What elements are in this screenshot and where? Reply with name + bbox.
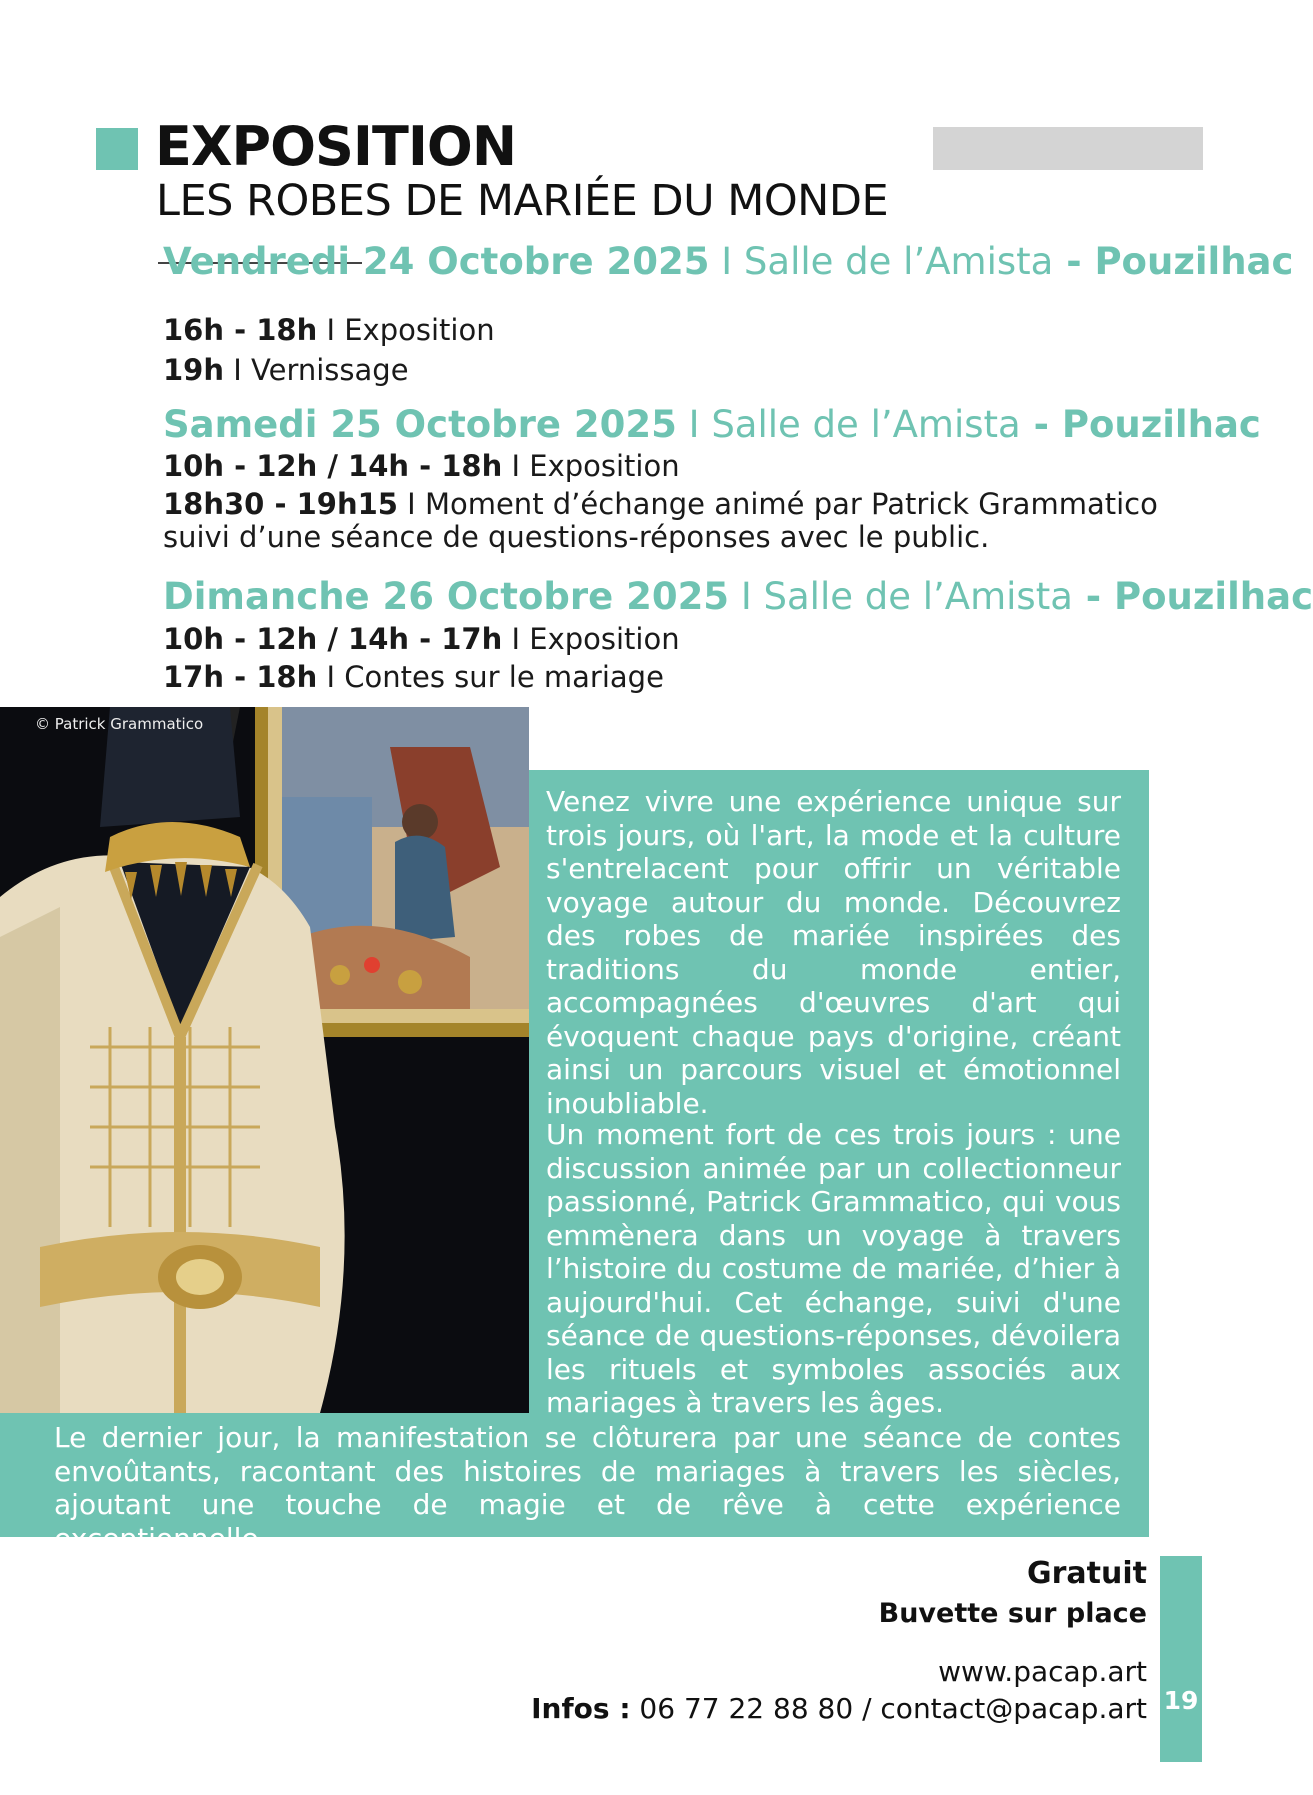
day-venue: Salle de l’Amista bbox=[743, 240, 1054, 283]
slot-time: 16h - 18h bbox=[163, 313, 318, 347]
schedule-day-2 bbox=[163, 403, 1261, 446]
wedding-dress-illustration bbox=[0, 707, 529, 1413]
description-paragraph-3: Le dernier jour, la manifestation se clôturera par une séance de contes envoûtants, racontant des histoires de mariages à travers les siècles, ajoutant une touche de magie et de rêve à cette expérience exceptionnelle. bbox=[54, 1421, 1121, 1555]
schedule-slot bbox=[163, 660, 664, 694]
slot-activity: Exposition bbox=[344, 313, 495, 347]
day-date: Samedi 25 Octobre 2025 bbox=[163, 403, 677, 446]
schedule-slot bbox=[163, 449, 680, 483]
day-town: Pouzilhac bbox=[1094, 240, 1294, 283]
day-dash: - bbox=[1053, 240, 1095, 283]
day-dash: - bbox=[1072, 575, 1115, 618]
slot-separator: I bbox=[224, 353, 252, 387]
day-venue: Salle de l’Amista bbox=[711, 403, 1021, 446]
day-venue: Salle de l’Amista bbox=[763, 575, 1073, 618]
wedding-dress-photo bbox=[0, 707, 529, 1413]
slot-separator: I bbox=[502, 449, 530, 483]
slot-separator: I bbox=[317, 660, 345, 694]
day-separator: I bbox=[676, 403, 712, 446]
slot-time: 10h - 12h / 14h - 17h bbox=[163, 622, 503, 656]
description-paragraph-1: Venez vivre une expérience unique sur trois jours, où l'art, la mode et la culture s'entrelacent pour offrir un véritable voyage autour du monde. Découvrez des robes de mariée inspirées des traditions du monde entier, accompagnées d'œuvres d'art qui évoquent chaque pays d'origine, créant ainsi un parcours visuel et émotionnel inoubliable. bbox=[546, 785, 1121, 1120]
page-subtitle: LES ROBES DE MARIÉE DU MONDE bbox=[156, 176, 889, 226]
page-number-bar bbox=[1160, 1556, 1202, 1762]
slot-activity: Exposition bbox=[529, 622, 680, 656]
slot-activity: Contes sur le mariage bbox=[344, 660, 664, 694]
day-dash: - bbox=[1020, 403, 1062, 446]
schedule-day-3 bbox=[163, 575, 1313, 618]
schedule-slot bbox=[163, 353, 409, 387]
infos-value[interactable]: 06 77 22 88 80 / contact@pacap.art bbox=[630, 1692, 1147, 1725]
slot-activity: Moment d’échange animé par Patrick Grammatico bbox=[424, 487, 1158, 521]
slot-activity: Exposition bbox=[529, 449, 680, 483]
slot-time: 17h - 18h bbox=[163, 660, 318, 694]
slot-time: 18h30 - 19h15 bbox=[163, 487, 398, 521]
slot-time: 10h - 12h / 14h - 18h bbox=[163, 449, 503, 483]
bar-label: Buvette sur place bbox=[878, 1598, 1147, 1629]
schedule-day-1 bbox=[163, 240, 1293, 283]
website-link[interactable]: www.pacap.art bbox=[938, 1655, 1147, 1688]
schedule-slot bbox=[163, 487, 1158, 521]
page-number: 19 bbox=[1163, 1686, 1199, 1715]
title-accent-square bbox=[96, 128, 138, 170]
contact-info bbox=[531, 1692, 1147, 1725]
day-separator: I bbox=[729, 575, 764, 618]
day-separator: I bbox=[709, 240, 744, 283]
slot-activity: Vernissage bbox=[251, 353, 409, 387]
day-date: Vendredi 24 Octobre 2025 bbox=[163, 240, 710, 283]
header-grey-bar bbox=[933, 127, 1203, 170]
schedule-slot bbox=[163, 622, 680, 656]
schedule-slot bbox=[163, 313, 495, 347]
page-title: EXPOSITION bbox=[155, 115, 517, 178]
schedule-slot-continuation: suivi d’une séance de questions-réponses avec le public. bbox=[163, 520, 990, 554]
day-town: Pouzilhac bbox=[1114, 575, 1313, 618]
day-date: Dimanche 26 Octobre 2025 bbox=[163, 575, 730, 618]
slot-time: 19h bbox=[163, 353, 225, 387]
price-label: Gratuit bbox=[1027, 1556, 1147, 1591]
slot-separator: I bbox=[397, 487, 425, 521]
day-town: Pouzilhac bbox=[1061, 403, 1261, 446]
description-paragraph-2: Un moment fort de ces trois jours : une discussion animée par un collectionneur passionné, Patrick Grammatico, qui vous emmènera dans un voyage à travers l’histoire du costume de mariée, d’hier à aujourd'hui. Cet échange, suivi d'une séance de questions-réponses, dévoilera les rituels et symboles associés aux mariages à travers les âges. bbox=[546, 1118, 1121, 1419]
infos-label: Infos : bbox=[531, 1692, 631, 1725]
photo-credit: © Patrick Grammatico bbox=[35, 715, 204, 733]
slot-separator: I bbox=[317, 313, 345, 347]
slot-separator: I bbox=[502, 622, 530, 656]
